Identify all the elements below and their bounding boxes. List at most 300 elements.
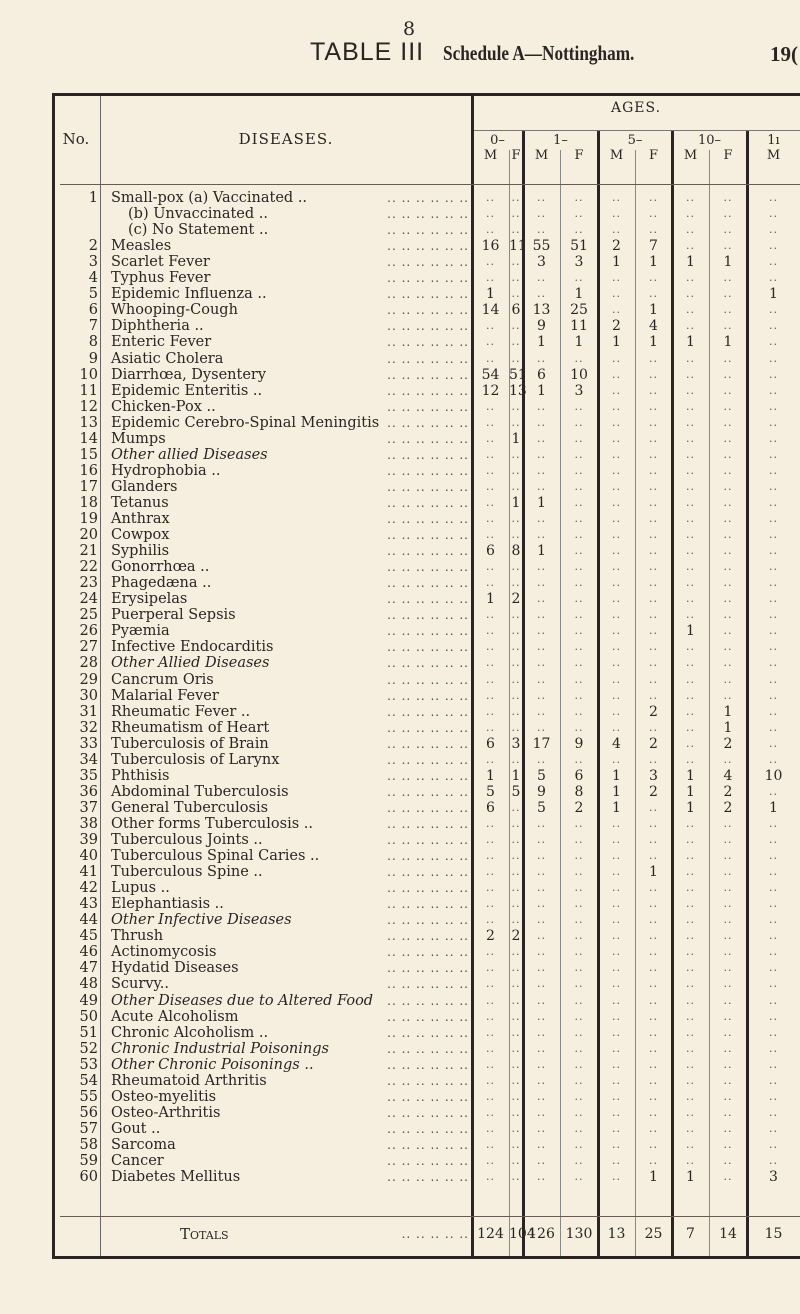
table-row xyxy=(0,495,800,511)
disease-name: Tetanus xyxy=(111,494,169,511)
cell-0-m: .. xyxy=(486,1121,495,1135)
disease-name: Diarrhœa, Dysentery xyxy=(111,366,267,383)
cell-15-m: .. xyxy=(769,1009,778,1023)
cell-10-f: .. xyxy=(723,1089,733,1103)
cell-1-f: .. xyxy=(574,223,584,237)
cell-0-f: .. xyxy=(511,223,521,237)
cell-5-f: .. xyxy=(649,816,658,830)
cell-5-m: .. xyxy=(612,1154,621,1167)
cell-5-m: .. xyxy=(612,913,621,927)
leader-dots: .. .. .. .. .. .. xyxy=(387,399,469,414)
cell-5-f: .. xyxy=(649,287,658,301)
totals-label: Totals xyxy=(180,1225,229,1243)
cell-10-m: .. xyxy=(686,303,695,317)
cell-10-m: .. xyxy=(686,720,695,734)
table-row xyxy=(0,190,800,206)
cell-10-m: .. xyxy=(686,833,695,846)
age-group-label: 5– xyxy=(627,133,643,148)
cell-10-m: .. xyxy=(686,640,695,654)
cell-1-f: .. xyxy=(574,351,584,365)
cell-10-f: 4 xyxy=(723,767,733,784)
leader-dots: .. .. .. .. .. .. xyxy=(387,1137,469,1152)
cell-15-m: .. xyxy=(769,849,778,863)
total-cell: 126 xyxy=(528,1226,555,1242)
cell-10-f: .. xyxy=(723,913,733,927)
leader-dots: .. .. .. .. .. .. xyxy=(387,849,469,864)
cell-1-m: 1 xyxy=(537,543,546,560)
cell-0-f: 8 xyxy=(511,543,521,560)
cell-1-f: .. xyxy=(574,431,584,445)
cell-5-f: .. xyxy=(649,399,658,413)
cell-10-f: .. xyxy=(723,463,733,477)
cell-5-m: .. xyxy=(612,367,621,381)
table-row xyxy=(0,415,800,431)
cell-0-f: .. xyxy=(511,752,521,766)
cell-0-f: .. xyxy=(511,897,521,911)
table-row xyxy=(0,1153,800,1169)
cell-1-m: .. xyxy=(537,752,546,766)
cell-1-f: 6 xyxy=(574,767,584,784)
cell-10-f: .. xyxy=(723,560,733,574)
disease-name: Tuberculous Spinal Caries .. xyxy=(111,848,320,865)
row-number: 16 xyxy=(79,462,98,479)
cell-10-f: .. xyxy=(723,479,733,493)
cell-15-m: .. xyxy=(769,399,778,413)
cell-10-m: .. xyxy=(686,977,695,991)
cell-5-m: .. xyxy=(612,287,621,301)
cell-0-f: .. xyxy=(511,1170,521,1184)
cell-5-m: .. xyxy=(612,528,621,542)
cell-0-m: .. xyxy=(486,1041,495,1055)
cell-5-f: .. xyxy=(649,495,658,509)
cell-5-m: .. xyxy=(612,881,621,895)
cell-15-m: .. xyxy=(769,945,778,959)
cell-15-m: .. xyxy=(769,592,778,606)
cell-0-m: .. xyxy=(486,576,495,590)
cell-0-m: .. xyxy=(486,897,495,911)
disease-name: Other forms Tuberculosis .. xyxy=(111,815,313,832)
cell-0-m: .. xyxy=(486,624,495,638)
cell-10-m: .. xyxy=(686,463,695,477)
cell-10-m: .. xyxy=(686,704,695,718)
cell-0-m: .. xyxy=(486,977,495,991)
leader-dots: .. .. .. .. .. .. xyxy=(387,191,469,205)
row-number: 52 xyxy=(79,1040,98,1057)
cell-0-m: .. xyxy=(486,560,495,574)
leader-dots: .. .. .. .. .. .. xyxy=(387,993,469,1008)
cell-5-f: .. xyxy=(649,929,658,943)
cell-5-f: .. xyxy=(649,945,658,959)
table-title-number: TABLE III xyxy=(310,38,425,66)
disease-name: Gout .. xyxy=(111,1120,161,1137)
cell-10-m: .. xyxy=(686,816,695,830)
cell-15-m: .. xyxy=(769,640,778,654)
cell-5-f: .. xyxy=(649,720,658,734)
cell-1-f: .. xyxy=(574,1105,584,1119)
total-cell: 14 xyxy=(719,1226,737,1242)
cell-5-f: 1 xyxy=(649,302,658,319)
cell-10-m: 1 xyxy=(686,799,695,816)
cell-1-m: .. xyxy=(537,271,546,285)
leader-dots: .. .. .. .. .. .. xyxy=(387,351,469,366)
row-number: 18 xyxy=(79,494,98,511)
cell-1-m: .. xyxy=(537,1073,546,1087)
cell-10-f: .. xyxy=(723,624,733,638)
cell-1-m: .. xyxy=(537,1089,546,1103)
row-number: 20 xyxy=(79,527,98,544)
leader-dots: .. .. .. .. .. .. xyxy=(387,576,469,591)
cell-5-m: .. xyxy=(612,479,621,493)
disease-name: Diabetes Mellitus xyxy=(111,1169,241,1186)
cell-5-f: .. xyxy=(649,592,658,606)
cell-10-m: .. xyxy=(686,431,695,445)
cell-5-m: .. xyxy=(612,977,621,991)
cell-10-f: .. xyxy=(723,849,733,863)
cell-5-m: .. xyxy=(612,849,621,863)
disease-name: Other allied Diseases xyxy=(111,446,268,463)
table-row xyxy=(0,254,800,270)
row-number: 32 xyxy=(79,719,98,736)
cell-10-m: .. xyxy=(686,399,695,413)
row-number: 47 xyxy=(79,960,98,977)
disease-name: Puerperal Sepsis xyxy=(111,607,236,624)
disease-name: Rheumatic Fever .. xyxy=(111,703,251,720)
cell-1-m: .. xyxy=(537,945,546,959)
cell-0-m: .. xyxy=(486,447,495,461)
cell-1-m: .. xyxy=(537,624,546,638)
cell-5-m: .. xyxy=(612,752,621,766)
cell-1-f: .. xyxy=(574,1154,584,1167)
cell-0-m: .. xyxy=(486,720,495,734)
cell-0-f: .. xyxy=(511,207,521,221)
cell-1-m: .. xyxy=(537,191,546,204)
cell-1-f: 11 xyxy=(570,318,588,335)
cell-1-f: .. xyxy=(574,993,584,1007)
cell-0-m: .. xyxy=(486,319,495,333)
cell-0-f: .. xyxy=(511,528,521,542)
cell-10-m: .. xyxy=(686,1137,695,1151)
disease-name: Lupus .. xyxy=(111,880,170,897)
cell-5-m: .. xyxy=(612,961,621,975)
disease-name: Whooping-Cough xyxy=(111,302,238,319)
cell-1-m: .. xyxy=(537,897,546,911)
cell-5-f: .. xyxy=(649,881,658,895)
cell-0-m: .. xyxy=(486,479,495,493)
cell-5-f: 2 xyxy=(649,735,658,752)
cell-15-m: .. xyxy=(769,656,778,670)
cell-0-m: .. xyxy=(486,672,495,686)
cell-0-f: .. xyxy=(511,993,521,1007)
cell-1-m: 5 xyxy=(537,767,546,784)
cell-10-m: .. xyxy=(686,495,695,509)
disease-name: Scurvy.. xyxy=(111,976,169,993)
row-number: 6 xyxy=(88,302,98,319)
cell-0-m: 1 xyxy=(486,591,495,608)
cell-0-f: .. xyxy=(511,255,521,269)
cell-1-f: .. xyxy=(574,1041,584,1055)
disease-name: Anthrax xyxy=(111,511,170,527)
disease-name: Phthisis xyxy=(111,767,170,784)
cell-1-f: .. xyxy=(574,512,584,525)
cell-5-f: .. xyxy=(649,1121,658,1135)
leader-dots: .. .. .. .. .. .. xyxy=(387,672,469,687)
cell-0-m: 16 xyxy=(481,238,500,255)
cell-1-m: .. xyxy=(537,816,546,830)
cell-10-m: .. xyxy=(686,1041,695,1055)
cell-0-m: .. xyxy=(486,849,495,863)
cell-5-f: .. xyxy=(649,1041,658,1055)
cell-1-m: .. xyxy=(537,479,546,493)
table-row xyxy=(0,270,800,286)
cell-1-f: .. xyxy=(574,1073,584,1087)
cell-5-f: .. xyxy=(649,993,658,1007)
cell-5-m: .. xyxy=(612,207,621,221)
disease-name: Epidemic Cerebro-Spinal Meningitis xyxy=(111,414,380,431)
cell-0-m: .. xyxy=(486,656,495,670)
cell-0-f: 5 xyxy=(511,783,521,800)
cell-1-f: .. xyxy=(574,415,584,429)
row-number: 22 xyxy=(79,559,98,576)
age-group-label: 1– xyxy=(553,133,568,148)
leader-dots: .. .. .. .. .. .. xyxy=(387,768,469,783)
cell-10-m: .. xyxy=(686,479,695,493)
cell-1-f: .. xyxy=(574,479,584,493)
table-row xyxy=(0,672,800,688)
cell-0-m: .. xyxy=(486,191,495,204)
cell-1-f: .. xyxy=(574,752,584,766)
table-row xyxy=(0,768,800,784)
disease-name: Malarial Fever xyxy=(111,687,219,704)
disease-name: Syphilis xyxy=(111,543,170,560)
cell-0-f: 1 xyxy=(511,767,521,784)
cell-5-m: .. xyxy=(612,512,621,525)
cell-0-m: 6 xyxy=(486,735,495,752)
leader-dots: .. .. .. .. .. .. xyxy=(387,977,469,992)
row-number: 51 xyxy=(79,1024,98,1041)
table-row xyxy=(0,222,800,238)
cell-15-m: .. xyxy=(769,961,778,975)
cell-0-f: .. xyxy=(511,881,521,895)
sex-label: M xyxy=(766,148,781,163)
leader-dots: .. .. .. .. .. .. xyxy=(387,624,469,639)
cell-15-m: 1 xyxy=(769,286,778,303)
cell-15-m: .. xyxy=(769,351,778,365)
cell-1-f: .. xyxy=(574,849,584,863)
cell-5-m: .. xyxy=(612,929,621,943)
leader-dots: .. .. .. .. .. .. xyxy=(387,271,469,286)
cell-5-f: .. xyxy=(649,1089,658,1103)
cell-1-m: .. xyxy=(537,592,546,606)
leader-dots: .. .. .. .. .. .. xyxy=(387,945,469,960)
table-row xyxy=(0,1057,800,1073)
cell-15-m: .. xyxy=(769,1137,778,1151)
cell-0-m: .. xyxy=(486,1073,495,1087)
cell-10-f: .. xyxy=(723,415,733,429)
cell-10-f: .. xyxy=(723,1025,733,1039)
cell-10-f: .. xyxy=(723,656,733,670)
cell-1-f: .. xyxy=(574,592,584,606)
cell-15-m: .. xyxy=(769,1089,778,1103)
cell-0-f: 1 xyxy=(511,430,521,447)
cell-0-f: .. xyxy=(511,849,521,863)
cell-10-m: .. xyxy=(686,688,695,702)
table-row xyxy=(0,688,800,704)
cell-15-m: .. xyxy=(769,495,778,509)
disease-name: General Tuberculosis xyxy=(111,799,269,816)
cell-0-f: .. xyxy=(511,1121,521,1135)
leader-dots: .. .. .. .. .. .. xyxy=(387,961,469,976)
leader-dots: .. .. .. .. .. .. xyxy=(387,833,469,847)
cell-5-f: .. xyxy=(649,544,658,558)
row-number: 41 xyxy=(79,864,98,881)
cell-10-f: 2 xyxy=(723,783,733,800)
cell-15-m: .. xyxy=(769,303,778,317)
cell-15-m: .. xyxy=(769,672,778,686)
cell-1-m: 9 xyxy=(537,318,546,335)
cell-1-f: .. xyxy=(574,833,584,846)
disease-name: Other Chronic Poisonings .. xyxy=(111,1056,314,1073)
cell-10-m: .. xyxy=(686,287,695,301)
leader-dots: .. .. .. .. .. .. xyxy=(387,1057,469,1072)
cell-0-m: .. xyxy=(486,351,495,365)
cell-1-m: .. xyxy=(537,833,546,846)
cell-5-f: .. xyxy=(649,752,658,766)
cell-1-m: .. xyxy=(537,640,546,654)
leader-dots: .. .. .. .. .. .. xyxy=(387,1041,469,1056)
disease-name: Enteric Fever xyxy=(111,334,212,351)
cell-10-m: .. xyxy=(686,207,695,221)
disease-name: Hydatid Diseases xyxy=(111,960,239,977)
cell-5-f: 1 xyxy=(649,864,658,881)
leader-dots: .. .. .. .. .. .. xyxy=(387,287,469,302)
row-number: 3 xyxy=(88,254,98,271)
cell-5-f: .. xyxy=(649,961,658,975)
cell-10-m: .. xyxy=(686,752,695,766)
cell-10-f: .. xyxy=(723,512,733,525)
leader-dots: .. .. .. .. .. .. xyxy=(387,736,469,751)
cell-10-f: .. xyxy=(723,303,733,317)
leader-dots: .. .. .. .. .. .. xyxy=(387,528,469,543)
cell-0-m: .. xyxy=(486,1025,495,1039)
cell-10-f: .. xyxy=(723,367,733,381)
cell-15-m: 1 xyxy=(769,799,778,816)
row-number: 57 xyxy=(79,1120,98,1137)
cell-0-m: .. xyxy=(486,1089,495,1103)
cell-1-m: .. xyxy=(537,287,546,301)
cell-5-m: .. xyxy=(612,993,621,1007)
cell-10-f: .. xyxy=(723,239,733,253)
cell-5-m: .. xyxy=(612,191,621,204)
cell-10-f: 2 xyxy=(723,735,733,752)
cell-0-m: 1 xyxy=(486,767,495,784)
cell-0-f: .. xyxy=(511,560,521,574)
cell-10-m: .. xyxy=(686,544,695,558)
disease-name: Other Diseases due to Altered Food xyxy=(111,992,374,1009)
table-row xyxy=(0,1105,800,1121)
cell-0-m: 5 xyxy=(486,783,495,800)
cell-10-f: .. xyxy=(723,929,733,943)
row-number: 10 xyxy=(79,366,98,383)
cell-10-m: .. xyxy=(686,1057,695,1071)
cell-5-m: .. xyxy=(612,415,621,429)
cell-5-m: .. xyxy=(612,303,621,317)
cell-5-f: .. xyxy=(649,576,658,590)
cell-1-m: .. xyxy=(537,849,546,863)
sex-label: F xyxy=(574,148,584,163)
cell-10-m: .. xyxy=(686,191,695,204)
cell-15-m: .. xyxy=(769,447,778,461)
cell-5-f: .. xyxy=(649,223,658,237)
cell-15-m: .. xyxy=(769,736,778,750)
table-row xyxy=(0,639,800,655)
cell-15-m: .. xyxy=(769,1121,778,1135)
cell-10-f: .. xyxy=(723,816,733,830)
cell-5-f: .. xyxy=(649,1073,658,1087)
cell-10-f: .. xyxy=(723,383,733,397)
table-row xyxy=(0,1073,800,1089)
disease-name: Cancer xyxy=(111,1153,164,1169)
cell-0-f: .. xyxy=(511,624,521,638)
cell-0-f: 1 xyxy=(511,494,521,511)
cell-0-m: .. xyxy=(486,1170,495,1184)
cell-0-m: .. xyxy=(486,704,495,718)
cell-0-f: .. xyxy=(511,415,521,429)
table-row xyxy=(0,864,800,880)
disease-name: Phagedæna .. xyxy=(111,575,212,592)
table-row xyxy=(0,1169,800,1185)
cell-5-f: 2 xyxy=(649,783,658,800)
disease-name: Tuberculous Joints .. xyxy=(111,832,263,848)
cell-10-f: .. xyxy=(723,833,733,846)
cell-0-f: .. xyxy=(511,961,521,975)
cell-10-f: .. xyxy=(723,640,733,654)
table-row xyxy=(0,752,800,768)
disease-name: Cowpox xyxy=(111,527,170,544)
cell-0-m: .. xyxy=(486,1057,495,1071)
cell-1-f: 51 xyxy=(570,238,588,255)
cell-10-f: .. xyxy=(723,1105,733,1119)
cell-1-f: .. xyxy=(574,1137,584,1151)
table-row xyxy=(0,1025,800,1041)
cell-0-f: .. xyxy=(511,447,521,461)
cell-5-m: 2 xyxy=(612,318,621,335)
cell-10-f: .. xyxy=(723,961,733,975)
cell-5-m: .. xyxy=(612,640,621,654)
cell-5-f: .. xyxy=(649,367,658,381)
cell-5-m: .. xyxy=(612,656,621,670)
disease-name: Chronic Alcoholism .. xyxy=(111,1024,269,1041)
table-row xyxy=(0,318,800,334)
cell-10-m: .. xyxy=(686,367,695,381)
cell-0-m: 54 xyxy=(481,366,500,383)
cell-0-f: .. xyxy=(511,1154,521,1167)
disease-name: Hydrophobia .. xyxy=(111,462,221,479)
cell-5-m: 4 xyxy=(612,735,621,752)
cell-0-f: .. xyxy=(511,479,521,493)
cell-15-m: .. xyxy=(769,271,778,285)
table-top-rule xyxy=(52,93,800,96)
cell-0-f: 13 xyxy=(509,382,527,399)
cell-1-f: .. xyxy=(574,624,584,638)
cell-5-m: .. xyxy=(612,1089,621,1103)
row-number: 33 xyxy=(79,735,98,752)
row-number: 38 xyxy=(79,815,98,832)
cell-10-m: .. xyxy=(686,913,695,927)
cell-10-f: .. xyxy=(723,576,733,590)
cell-15-m: .. xyxy=(769,1073,778,1087)
cell-5-f: .. xyxy=(649,800,658,814)
table-row xyxy=(0,1121,800,1137)
